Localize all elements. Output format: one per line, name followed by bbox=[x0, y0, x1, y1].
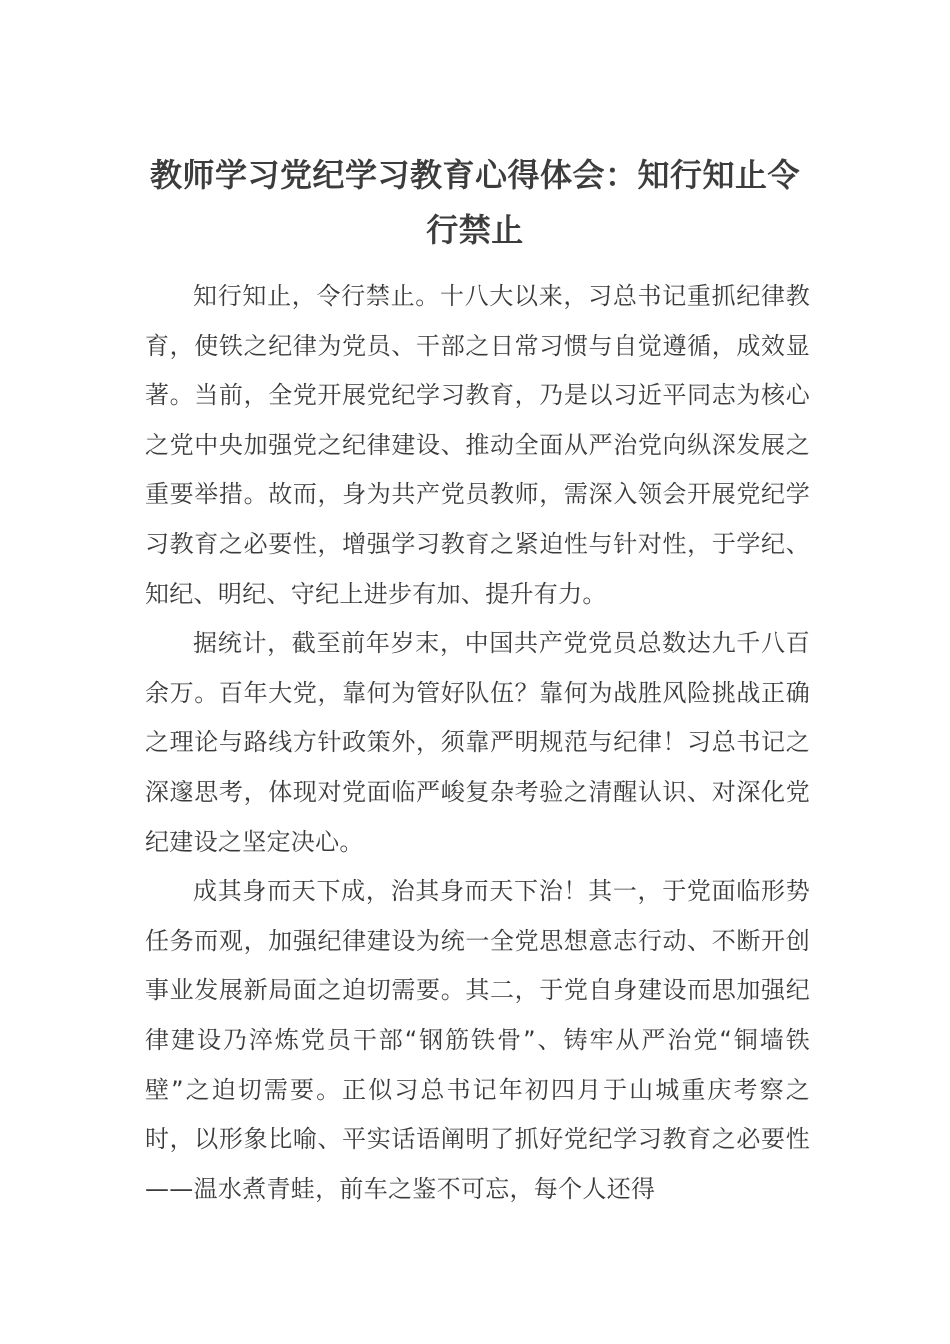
paragraph-2: 据统计，截至前年岁末，中国共产党党员总数达九千八百余万。百年大党，靠何为管好队伍？靠何为战胜风险挑战正确之理论与路线方针政策外，须靠严明规范与纪律！习总书记之深邃思考，体现对党面临严峻复杂考验之清醒认识、对深化党纪建设之坚定决心。 bbox=[145, 629, 810, 856]
document-title: 教师学习党纪学习教育心得体会：知行知止令行禁止 bbox=[149, 156, 800, 249]
paragraph-1: 知行知止，令行禁止。十八大以来，习总书记重抓纪律教育，使铁之纪律为党员、干部之日常习惯与自觉遵循，成效显著。当前，全党开展党纪学习教育，乃是以习近平同志为核心之党中央加强党之纪律建设、推动全面从严治党向纵深发展之重要举措。故而，身为共产党员教师，需深入领会开展党纪学习教育之必要性，增强学习教育之紧迫性与针对性，于学纪、知纪、明纪、守纪上进步有加、提升有力。 bbox=[145, 282, 810, 608]
document-body bbox=[145, 272, 810, 1214]
paragraph-3: 成其身而天下成，治其身而天下治！其一，于党面临形势任务而观，加强纪律建设为统一全党思想意志行动、不断开创事业发展新局面之迫切需要。其二，于党自身建设而思加强纪律建设乃淬炼党员干部“钢筋铁骨”、铸牢从严治党“铜墙铁壁”之迫切需要。正似习总书记年初四月于山城重庆考察之时，以形象比喻、平实话语阐明了抓好党纪学习教育之必要性——温水煮青蛙，前车之鉴不可忘，每个人还得 bbox=[145, 877, 810, 1203]
